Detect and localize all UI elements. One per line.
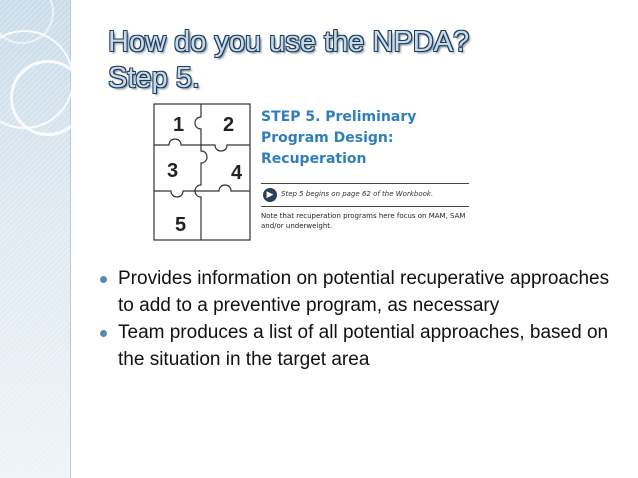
step-heading <box>261 107 416 170</box>
recuperation-note: Note that recuperation programs here focus on MAM, SAM and/or underweight. <box>261 212 466 230</box>
bullet-text: Team produces a list of all potential approaches, based on the situation in the target area <box>118 322 609 370</box>
bullet-icon <box>100 330 107 337</box>
slide-title-line: How do you use the NPDA? <box>108 26 470 58</box>
bullet-item <box>100 319 620 373</box>
bullet-text: Provides information on potential recuperative approaches to add to a preventive program, as necessary <box>118 268 610 316</box>
bullet-list <box>100 265 620 373</box>
step-heading-line: Recuperation <box>261 151 367 167</box>
bullet-item <box>100 265 620 319</box>
puzzle-number: 2 <box>223 114 235 136</box>
puzzle-number: 1 <box>173 114 185 136</box>
puzzle-graphic <box>153 103 253 243</box>
puzzle-number: 5 <box>175 214 187 236</box>
workbook-figure <box>153 103 483 243</box>
puzzle-number: 3 <box>167 160 179 182</box>
step-heading-line: STEP 5. Preliminary <box>261 109 417 125</box>
circle-play-icon: ▶ <box>263 188 277 202</box>
slide-title-line: Step 5. <box>108 62 200 94</box>
side-decoration-band <box>0 0 71 478</box>
divider <box>261 183 469 184</box>
puzzle-number: 4 <box>231 162 243 184</box>
slide-title <box>108 24 469 96</box>
divider <box>261 206 469 207</box>
step-heading-line: Program Design: <box>261 130 394 146</box>
start-page-note: Step 5 begins on page 62 of the Workbook. <box>281 190 434 198</box>
bullet-icon <box>100 276 107 283</box>
decorative-ring <box>10 60 86 136</box>
